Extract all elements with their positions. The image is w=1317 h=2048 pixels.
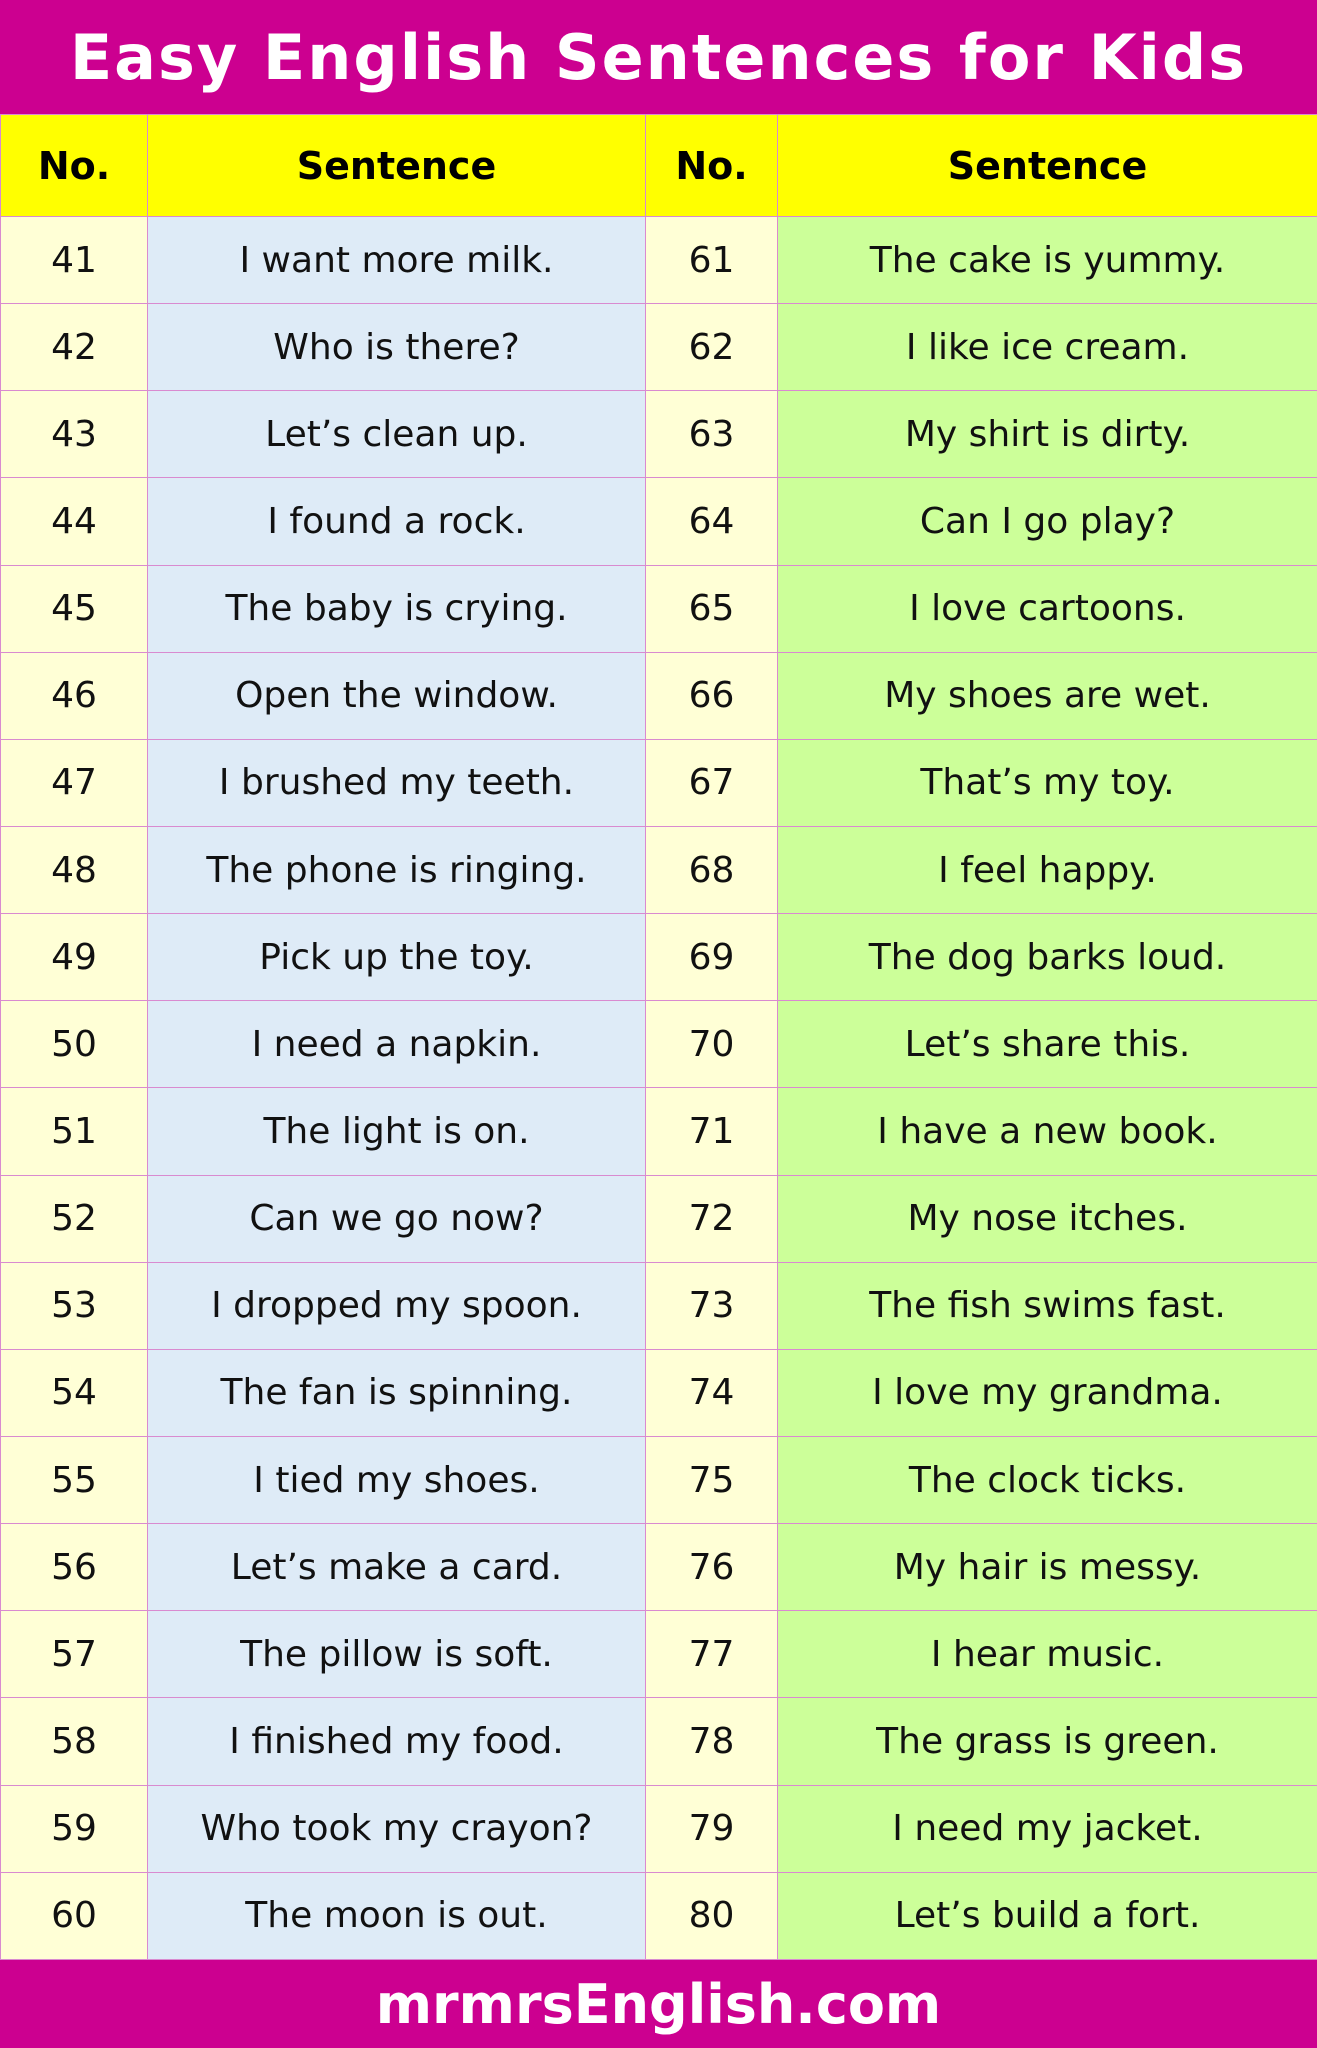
page-title: Easy English Sentences for Kids [0, 0, 1317, 114]
row-number-left: 46 [1, 652, 148, 739]
table-row [1, 914, 1317, 1001]
table-row [1, 1872, 1317, 1959]
table-row [1, 1524, 1317, 1611]
sentence-left: The moon is out. [148, 1872, 646, 1959]
sentence-left: The light is on. [148, 1088, 646, 1175]
table-row [1, 826, 1317, 913]
row-number-right: 72 [646, 1175, 778, 1262]
row-number-left: 41 [1, 217, 148, 304]
sentence-right: My hair is messy. [778, 1524, 1317, 1611]
sentence-left: Who took my crayon? [148, 1785, 646, 1872]
table-row [1, 1349, 1317, 1436]
row-number-left: 53 [1, 1262, 148, 1349]
row-number-left: 47 [1, 739, 148, 826]
row-number-right: 74 [646, 1349, 778, 1436]
sentence-left: Open the window. [148, 652, 646, 739]
header-sentence-left: Sentence [148, 115, 646, 217]
table-row [1, 1698, 1317, 1785]
row-number-left: 56 [1, 1524, 148, 1611]
sentence-left: I finished my food. [148, 1698, 646, 1785]
sentence-right: The clock ticks. [778, 1436, 1317, 1523]
sentence-right: I need my jacket. [778, 1785, 1317, 1872]
table-row [1, 1001, 1317, 1088]
sentence-left: Let’s clean up. [148, 391, 646, 478]
sentence-right: Let’s share this. [778, 1001, 1317, 1088]
sentence-left: I tied my shoes. [148, 1436, 646, 1523]
sentence-left: Let’s make a card. [148, 1524, 646, 1611]
sentence-right: I like ice cream. [778, 304, 1317, 391]
row-number-right: 71 [646, 1088, 778, 1175]
sentence-right: My shoes are wet. [778, 652, 1317, 739]
row-number-left: 49 [1, 914, 148, 1001]
sentence-left: I brushed my teeth. [148, 739, 646, 826]
sentence-left: I dropped my spoon. [148, 1262, 646, 1349]
row-number-right: 64 [646, 478, 778, 565]
row-number-right: 63 [646, 391, 778, 478]
row-number-left: 59 [1, 1785, 148, 1872]
table-row [1, 652, 1317, 739]
sentence-left: The pillow is soft. [148, 1611, 646, 1698]
row-number-right: 69 [646, 914, 778, 1001]
sentence-left: Can we go now? [148, 1175, 646, 1262]
sentence-left: The phone is ringing. [148, 826, 646, 913]
sentence-right: My shirt is dirty. [778, 391, 1317, 478]
row-number-left: 43 [1, 391, 148, 478]
sentence-right: I hear music. [778, 1611, 1317, 1698]
sentence-right: The fish swims fast. [778, 1262, 1317, 1349]
row-number-left: 48 [1, 826, 148, 913]
sentence-left: I want more milk. [148, 217, 646, 304]
row-number-right: 73 [646, 1262, 778, 1349]
row-number-right: 62 [646, 304, 778, 391]
sentence-right: Let’s build a fort. [778, 1872, 1317, 1959]
row-number-right: 80 [646, 1872, 778, 1959]
table-row [1, 1436, 1317, 1523]
sentences-table [0, 114, 1317, 1960]
sentence-left: I need a napkin. [148, 1001, 646, 1088]
row-number-right: 77 [646, 1611, 778, 1698]
row-number-left: 51 [1, 1088, 148, 1175]
table-header-row [1, 115, 1317, 217]
table-row [1, 1611, 1317, 1698]
footer-website: mrmrsEnglish.com [0, 1960, 1317, 2048]
sentence-right: I have a new book. [778, 1088, 1317, 1175]
row-number-right: 61 [646, 217, 778, 304]
row-number-right: 79 [646, 1785, 778, 1872]
row-number-right: 75 [646, 1436, 778, 1523]
row-number-right: 65 [646, 565, 778, 652]
row-number-left: 60 [1, 1872, 148, 1959]
row-number-left: 52 [1, 1175, 148, 1262]
row-number-left: 54 [1, 1349, 148, 1436]
table-row [1, 1088, 1317, 1175]
row-number-left: 55 [1, 1436, 148, 1523]
sentence-left: Who is there? [148, 304, 646, 391]
row-number-right: 66 [646, 652, 778, 739]
header-sentence-right: Sentence [778, 115, 1317, 217]
sentence-right: I feel happy. [778, 826, 1317, 913]
table-row [1, 391, 1317, 478]
row-number-right: 78 [646, 1698, 778, 1785]
header-no-right: No. [646, 115, 778, 217]
table-row [1, 1785, 1317, 1872]
row-number-left: 42 [1, 304, 148, 391]
sentence-right: Can I go play? [778, 478, 1317, 565]
row-number-left: 50 [1, 1001, 148, 1088]
table-row [1, 565, 1317, 652]
table-row [1, 1175, 1317, 1262]
sentence-left: I found a rock. [148, 478, 646, 565]
row-number-left: 58 [1, 1698, 148, 1785]
row-number-left: 44 [1, 478, 148, 565]
sentence-right: I love my grandma. [778, 1349, 1317, 1436]
sentence-right: The grass is green. [778, 1698, 1317, 1785]
sentence-left: Pick up the toy. [148, 914, 646, 1001]
row-number-right: 76 [646, 1524, 778, 1611]
row-number-left: 57 [1, 1611, 148, 1698]
table-row [1, 1262, 1317, 1349]
header-no-left: No. [1, 115, 148, 217]
sentence-right: I love cartoons. [778, 565, 1317, 652]
sentence-left: The fan is spinning. [148, 1349, 646, 1436]
sentence-left: The baby is crying. [148, 565, 646, 652]
table-row [1, 304, 1317, 391]
row-number-right: 68 [646, 826, 778, 913]
sentence-right: That’s my toy. [778, 739, 1317, 826]
table-row [1, 478, 1317, 565]
sentence-right: My nose itches. [778, 1175, 1317, 1262]
sentence-right: The cake is yummy. [778, 217, 1317, 304]
sentence-right: The dog barks loud. [778, 914, 1317, 1001]
row-number-left: 45 [1, 565, 148, 652]
row-number-right: 70 [646, 1001, 778, 1088]
table-row [1, 217, 1317, 304]
table-row [1, 739, 1317, 826]
row-number-right: 67 [646, 739, 778, 826]
